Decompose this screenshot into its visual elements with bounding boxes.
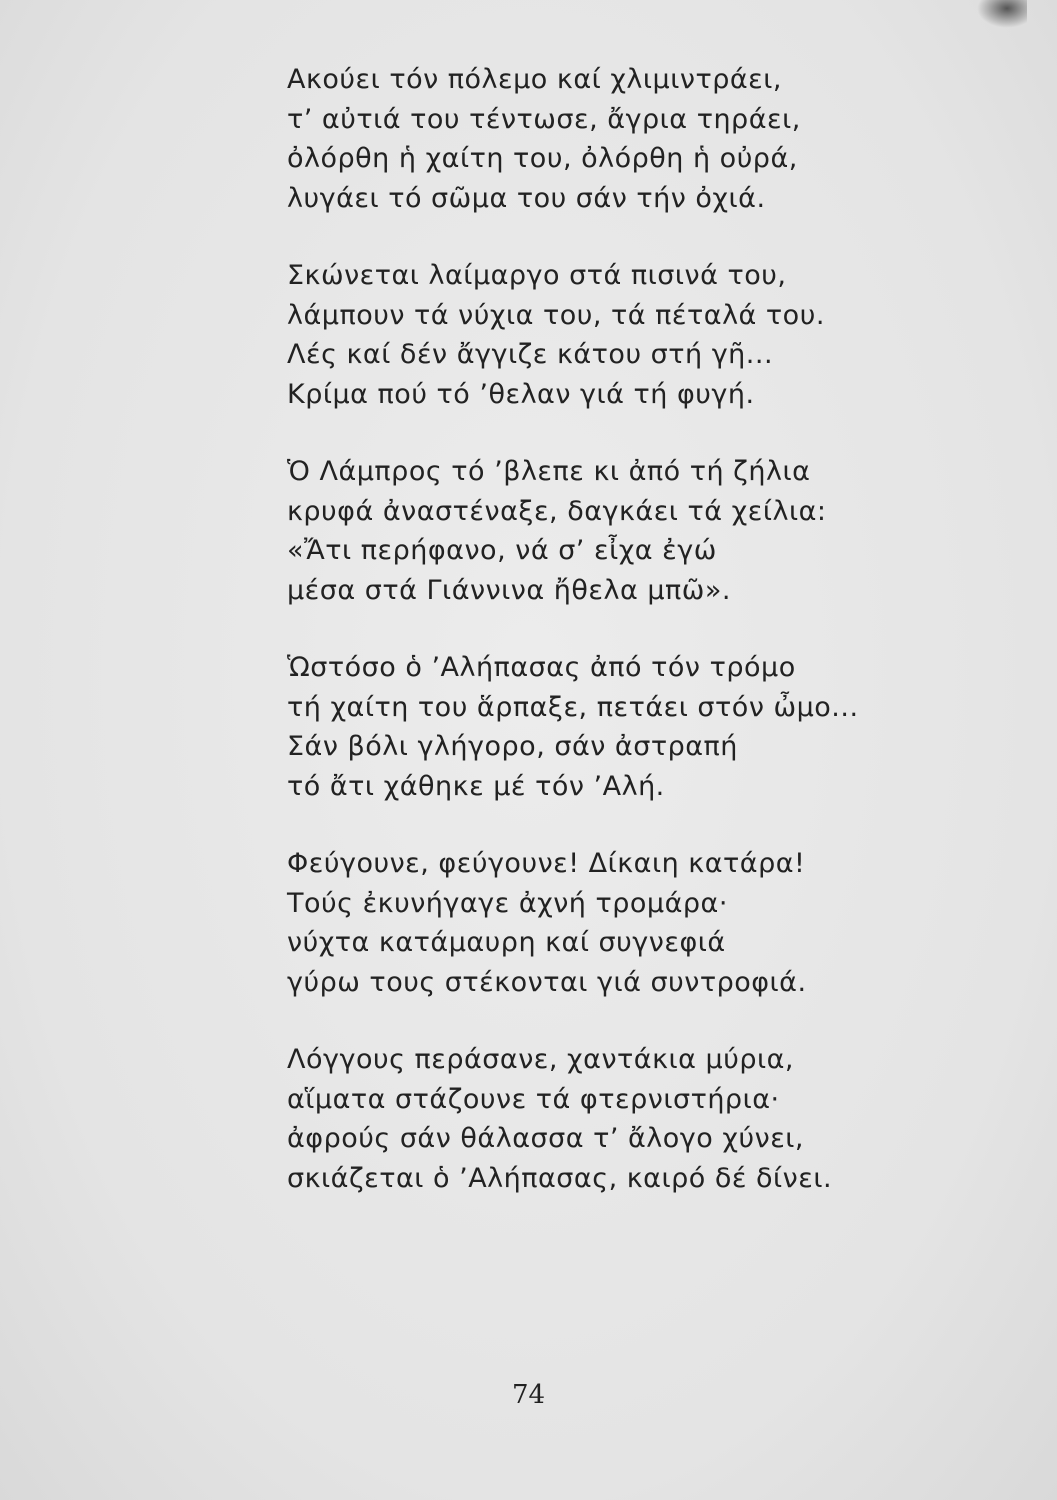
poem-line: Ὡστόσο ὁ ’Αλήπασας ἀπό τόν τρόμο (287, 652, 796, 683)
poem-line: «Ἄτι περήφανο, νά σ’ εἶχα ἐγώ (287, 535, 717, 566)
stanza-1 (287, 60, 987, 218)
poem-line: τό ἄτι χάθηκε μέ τόν ’Αλή. (287, 770, 665, 802)
poem-line: κρυφά ἀναστέναξε, δαγκάει τά χείλια: (287, 495, 827, 527)
poem-body (287, 60, 987, 1236)
poem-line: γύρω τους στέκονται γιά συντροφιά. (287, 966, 807, 998)
stanza-3 (287, 452, 987, 610)
poem-line: Ὁ Λάμπρος τό ’βλεπε κι ἀπό τή ζήλια (287, 456, 811, 487)
poem-line: σκιάζεται ὁ ’Αλήπασας, καιρό δέ δίνει. (287, 1162, 833, 1194)
poem-line: τή χαίτη του ἅρπαξε, πετάει στόν ὦμο... (287, 691, 859, 723)
poem-line: Ακούει τόν πόλεμο καί χλιμιντράει, (287, 64, 782, 95)
poem-line: Τούς ἐκυνήγαγε ἀχνή τρομάρα· (287, 887, 728, 919)
stanza-5 (287, 844, 987, 1002)
corner-ink-mark (977, 0, 1027, 28)
poem-line: Λές καί δέν ἄγγιζε κάτου στή γῆ... (287, 339, 774, 370)
poem-line: μέσα στά Γιάννινα ἤθελα μπῶ». (287, 574, 731, 606)
stanza-4 (287, 648, 987, 806)
poem-line: ἀφρούς σάν θάλασσα τ’ ἄλογο χύνει, (287, 1123, 805, 1154)
poem-line: ὀλόρθη ἡ χαίτη του, ὀλόρθη ἡ οὐρά, (287, 143, 798, 174)
poem-line: τ’ αὐτιά του τέντωσε, ἄγρια τηράει, (287, 103, 801, 135)
poem-line: λάμπουν τά νύχια του, τά πέταλά του. (287, 299, 825, 331)
poem-line: Λόγγους περάσανε, χαντάκια μύρια, (287, 1044, 794, 1075)
poem-line: Κρίμα πού τό ’θελαν γιά τή φυγή. (287, 378, 755, 410)
poem-line: Σκώνεται λαίμαργο στά πισινά του, (287, 260, 787, 291)
poem-line: νύχτα κατάμαυρη καί συγνεφιά (287, 927, 726, 958)
stanza-2 (287, 256, 987, 414)
stanza-6 (287, 1040, 987, 1198)
page-number: 74 (511, 1380, 546, 1410)
poem-line: αἵματα στάζουνε τά φτερνιστήρια· (287, 1083, 780, 1115)
poem-line: Φεύγουνε, φεύγουνε! Δίκαιη κατάρα! (287, 848, 806, 879)
poem-line: λυγάει τό σῶμα του σάν τήν ὀχιά. (287, 182, 766, 214)
poem-line: Σάν βόλι γλήγορο, σάν ἀστραπή (287, 731, 738, 762)
